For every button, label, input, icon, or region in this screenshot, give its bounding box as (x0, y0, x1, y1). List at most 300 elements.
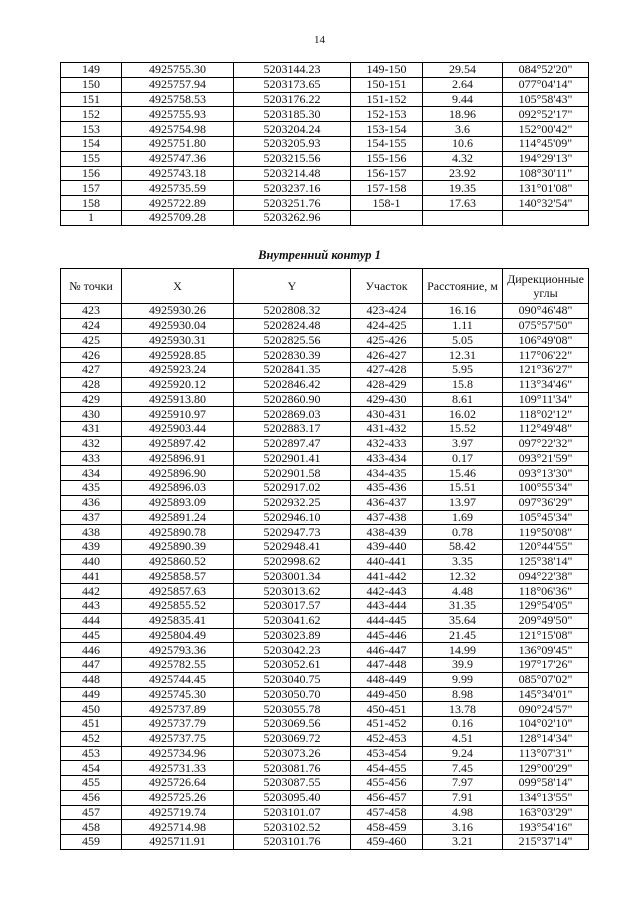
cell-point-number: 435 (61, 481, 122, 496)
cell-point-number: 431 (61, 422, 122, 437)
cell-distance: 15.46 (423, 466, 503, 481)
cell-y: 5202830.39 (234, 348, 351, 363)
cell-x: 4925835.41 (122, 613, 234, 628)
cell-x: 4925910.97 (122, 407, 234, 422)
cell-x: 4925755.93 (122, 107, 234, 122)
cell-point-number: 441 (61, 569, 122, 584)
cell-x: 4925903.44 (122, 422, 234, 437)
cell-point-number: 433 (61, 451, 122, 466)
cell-segment: 447-448 (351, 658, 423, 673)
cell-point-number: 150 (61, 77, 122, 92)
cell-point-number: 156 (61, 166, 122, 181)
cell-distance: 4.51 (423, 731, 503, 746)
cell-point-number: 448 (61, 672, 122, 687)
cell-direction-angle: 113°07'31" (503, 746, 589, 761)
cell-direction-angle: 097°22'32" (503, 436, 589, 451)
cell-distance: 9.24 (423, 746, 503, 761)
cell-direction-angle: 113°34'46" (503, 377, 589, 392)
cell-segment: 153-154 (351, 122, 423, 137)
cell-segment: 439-440 (351, 540, 423, 555)
cell-segment: 428-429 (351, 377, 423, 392)
cell-direction-angle: 077°04'14" (503, 77, 589, 92)
table-row (61, 92, 589, 107)
cell-y: 5202824.48 (234, 318, 351, 333)
cell-y: 5203087.55 (234, 776, 351, 791)
cell-segment: 458-459 (351, 820, 423, 835)
cell-segment: 155-156 (351, 151, 423, 166)
table-row (61, 776, 589, 791)
cell-point-number: 432 (61, 436, 122, 451)
inner-contour-table-body (61, 304, 589, 850)
cell-direction-angle: 075°57'50" (503, 318, 589, 333)
cell-segment: 151-152 (351, 92, 423, 107)
cell-segment: 427-428 (351, 363, 423, 378)
table-row (61, 166, 589, 181)
cell-distance: 1.69 (423, 510, 503, 525)
table-row (61, 466, 589, 481)
cell-point-number: 458 (61, 820, 122, 835)
cell-y: 5203013.62 (234, 584, 351, 599)
cell-y: 5202998.62 (234, 554, 351, 569)
cell-distance: 7.91 (423, 790, 503, 805)
cell-x: 4925930.31 (122, 333, 234, 348)
cell-segment: 450-451 (351, 702, 423, 717)
cell-x: 4925891.24 (122, 510, 234, 525)
cell-x: 4925722.89 (122, 196, 234, 211)
table-row (61, 495, 589, 510)
cell-distance: 8.61 (423, 392, 503, 407)
table-row (61, 658, 589, 673)
cell-point-number: 428 (61, 377, 122, 392)
cell-y: 5203204.24 (234, 122, 351, 137)
cell-distance: 39.9 (423, 658, 503, 673)
cell-x: 4925755.30 (122, 63, 234, 78)
cell-point-number: 452 (61, 731, 122, 746)
cell-segment: 445-446 (351, 628, 423, 643)
table-row (61, 643, 589, 658)
table-row (61, 599, 589, 614)
cell-x: 4925747.36 (122, 151, 234, 166)
cell-segment: 150-151 (351, 77, 423, 92)
cell-direction-angle: 140°32'54" (503, 196, 589, 211)
cell-direction-angle: 121°15'08" (503, 628, 589, 643)
cell-direction-angle: 112°49'48" (503, 422, 589, 437)
cell-direction-angle: 090°24'57" (503, 702, 589, 717)
cell-point-number: 153 (61, 122, 122, 137)
cell-point-number: 439 (61, 540, 122, 555)
cell-y: 5203055.78 (234, 702, 351, 717)
coordinates-table-continued (60, 62, 589, 226)
cell-distance: 3.6 (423, 122, 503, 137)
cell-y: 5203173.65 (234, 77, 351, 92)
cell-segment: 429-430 (351, 392, 423, 407)
table-row (61, 613, 589, 628)
table-row (61, 136, 589, 151)
cell-direction-angle: 119°50'08" (503, 525, 589, 540)
cell-segment: 442-443 (351, 584, 423, 599)
cell-point-number: 423 (61, 304, 122, 319)
cell-y: 5203262.96 (234, 210, 351, 225)
cell-point-number: 427 (61, 363, 122, 378)
cell-x: 4925726.64 (122, 776, 234, 791)
cell-x: 4925890.39 (122, 540, 234, 555)
cell-direction-angle: 093°13'30" (503, 466, 589, 481)
cell-distance: 3.21 (423, 835, 503, 850)
cell-x: 4925793.36 (122, 643, 234, 658)
cell-point-number: 453 (61, 746, 122, 761)
cell-distance: 0.78 (423, 525, 503, 540)
cell-direction-angle: 099°58'14" (503, 776, 589, 791)
cell-direction-angle: 129°00'29" (503, 761, 589, 776)
cell-x: 4925754.98 (122, 122, 234, 137)
cell-point-number: 152 (61, 107, 122, 122)
cell-direction-angle: 215°37'14" (503, 835, 589, 850)
page-number: 14 (314, 34, 325, 46)
cell-direction-angle: 085°07'02" (503, 672, 589, 687)
cell-x: 4925855.52 (122, 599, 234, 614)
cell-y: 5203251.76 (234, 196, 351, 211)
cell-x: 4925734.96 (122, 746, 234, 761)
cell-direction-angle: 117°06'22" (503, 348, 589, 363)
cell-y: 5202917.02 (234, 481, 351, 496)
cell-y: 5202825.56 (234, 333, 351, 348)
cell-segment: 158-1 (351, 196, 423, 211)
cell-x: 4925896.03 (122, 481, 234, 496)
cell-y: 5203017.57 (234, 599, 351, 614)
cell-segment: 152-153 (351, 107, 423, 122)
cell-segment: 448-449 (351, 672, 423, 687)
cell-segment: 440-441 (351, 554, 423, 569)
section-title: Внутренний контур 1 (258, 248, 381, 262)
table-row (61, 151, 589, 166)
cell-distance: 4.32 (423, 151, 503, 166)
cell-point-number: 438 (61, 525, 122, 540)
cell-x: 4925897.42 (122, 436, 234, 451)
table-row (61, 540, 589, 555)
cell-segment: 449-450 (351, 687, 423, 702)
cell-distance: 31.35 (423, 599, 503, 614)
cell-distance: 23.92 (423, 166, 503, 181)
cell-direction-angle: 125°38'14" (503, 554, 589, 569)
cell-y: 5202901.58 (234, 466, 351, 481)
cell-distance: 1.11 (423, 318, 503, 333)
cell-distance: 0.16 (423, 717, 503, 732)
cell-segment: 441-442 (351, 569, 423, 584)
cell-x: 4925758.53 (122, 92, 234, 107)
cell-y: 5203041.62 (234, 613, 351, 628)
cell-point-number: 444 (61, 613, 122, 628)
cell-point-number: 442 (61, 584, 122, 599)
cell-direction-angle: 090°46'48" (503, 304, 589, 319)
header-distance: Расстояние, м (423, 269, 503, 304)
cell-distance: 14.99 (423, 643, 503, 658)
cell-direction-angle: 120°44'55" (503, 540, 589, 555)
header-segment: Участок (351, 269, 423, 304)
cell-segment: 451-452 (351, 717, 423, 732)
cell-distance: 7.45 (423, 761, 503, 776)
cell-segment: 425-426 (351, 333, 423, 348)
table-row (61, 672, 589, 687)
cell-segment (351, 210, 423, 225)
cell-direction-angle: 145°34'01" (503, 687, 589, 702)
cell-segment: 154-155 (351, 136, 423, 151)
cell-x: 4925857.63 (122, 584, 234, 599)
cell-point-number: 459 (61, 835, 122, 850)
table-row (61, 628, 589, 643)
cell-direction-angle: 209°49'50" (503, 613, 589, 628)
cell-point-number: 457 (61, 805, 122, 820)
cell-distance: 4.98 (423, 805, 503, 820)
cell-y: 5203001.34 (234, 569, 351, 584)
cell-y: 5202869.03 (234, 407, 351, 422)
cell-y: 5203042.23 (234, 643, 351, 658)
cell-y: 5203050.70 (234, 687, 351, 702)
table-row (61, 451, 589, 466)
inner-contour-table (60, 268, 589, 850)
cell-x: 4925920.12 (122, 377, 234, 392)
cell-direction-angle: 097°36'29" (503, 495, 589, 510)
cell-y: 5202932.25 (234, 495, 351, 510)
cell-segment: 437-438 (351, 510, 423, 525)
cell-distance: 9.99 (423, 672, 503, 687)
cell-segment: 430-431 (351, 407, 423, 422)
cell-direction-angle: 084°52'20" (503, 63, 589, 78)
cell-x: 4925930.26 (122, 304, 234, 319)
table-row (61, 702, 589, 717)
cell-y: 5203052.61 (234, 658, 351, 673)
cell-direction-angle (503, 210, 589, 225)
cell-x: 4925719.74 (122, 805, 234, 820)
cell-point-number: 440 (61, 554, 122, 569)
cell-distance: 29.54 (423, 63, 503, 78)
cell-point-number: 429 (61, 392, 122, 407)
table-row (61, 377, 589, 392)
table-row (61, 63, 589, 78)
table-row (61, 407, 589, 422)
cell-x: 4925711.91 (122, 835, 234, 850)
table-row (61, 481, 589, 496)
cell-distance: 58.42 (423, 540, 503, 555)
cell-distance: 17.63 (423, 196, 503, 211)
table-row (61, 348, 589, 363)
cell-direction-angle: 163°03'29" (503, 805, 589, 820)
cell-segment: 156-157 (351, 166, 423, 181)
cell-distance: 13.97 (423, 495, 503, 510)
cell-point-number: 1 (61, 210, 122, 225)
table-row (61, 333, 589, 348)
cell-point-number: 456 (61, 790, 122, 805)
cell-x: 4925709.28 (122, 210, 234, 225)
cell-y: 5203069.56 (234, 717, 351, 732)
cell-point-number: 436 (61, 495, 122, 510)
cell-segment: 424-425 (351, 318, 423, 333)
cell-y: 5202946.10 (234, 510, 351, 525)
cell-point-number: 437 (61, 510, 122, 525)
cell-x: 4925737.75 (122, 731, 234, 746)
cell-point-number: 449 (61, 687, 122, 702)
cell-y: 5202897.47 (234, 436, 351, 451)
cell-x: 4925737.79 (122, 717, 234, 732)
cell-x: 4925890.78 (122, 525, 234, 540)
cell-segment: 453-454 (351, 746, 423, 761)
cell-segment: 434-435 (351, 466, 423, 481)
cell-segment: 446-447 (351, 643, 423, 658)
table-row (61, 805, 589, 820)
cell-x: 4925745.30 (122, 687, 234, 702)
cell-y: 5202948.41 (234, 540, 351, 555)
cell-point-number: 149 (61, 63, 122, 78)
cell-direction-angle: 128°14'34" (503, 731, 589, 746)
cell-direction-angle: 152°00'42" (503, 122, 589, 137)
cell-y: 5202841.35 (234, 363, 351, 378)
cell-y: 5203215.56 (234, 151, 351, 166)
cell-point-number: 446 (61, 643, 122, 658)
cell-x: 4925744.45 (122, 672, 234, 687)
cell-point-number: 430 (61, 407, 122, 422)
cell-segment: 444-445 (351, 613, 423, 628)
cell-distance: 7.97 (423, 776, 503, 791)
cell-segment: 426-427 (351, 348, 423, 363)
cell-distance: 2.64 (423, 77, 503, 92)
table-row (61, 77, 589, 92)
cell-x: 4925743.18 (122, 166, 234, 181)
cell-x: 4925858.57 (122, 569, 234, 584)
cell-segment: 436-437 (351, 495, 423, 510)
cell-distance: 12.32 (423, 569, 503, 584)
cell-distance: 19.35 (423, 181, 503, 196)
cell-distance: 16.16 (423, 304, 503, 319)
cell-segment: 438-439 (351, 525, 423, 540)
table-row (61, 210, 589, 225)
cell-direction-angle: 131°01'08" (503, 181, 589, 196)
cell-point-number: 154 (61, 136, 122, 151)
cell-segment: 459-460 (351, 835, 423, 850)
table-row (61, 181, 589, 196)
table-row (61, 584, 589, 599)
table-row (61, 731, 589, 746)
cell-direction-angle: 094°22'38" (503, 569, 589, 584)
cell-direction-angle: 106°49'08" (503, 333, 589, 348)
table-row (61, 746, 589, 761)
cell-distance (423, 210, 503, 225)
cell-y: 5203185.30 (234, 107, 351, 122)
cell-segment: 423-424 (351, 304, 423, 319)
table-row (61, 436, 589, 451)
table-row (61, 790, 589, 805)
cell-segment: 149-150 (351, 63, 423, 78)
coordinates-table-continued-body (61, 63, 589, 226)
cell-y: 5203073.26 (234, 746, 351, 761)
cell-distance: 4.48 (423, 584, 503, 599)
cell-point-number: 158 (61, 196, 122, 211)
cell-point-number: 443 (61, 599, 122, 614)
cell-distance: 3.16 (423, 820, 503, 835)
cell-direction-angle: 134°13'55" (503, 790, 589, 805)
cell-y: 5202901.41 (234, 451, 351, 466)
cell-direction-angle: 118°02'12" (503, 407, 589, 422)
cell-x: 4925725.26 (122, 790, 234, 805)
table-row (61, 525, 589, 540)
cell-direction-angle: 194°29'13" (503, 151, 589, 166)
cell-y: 5203144.23 (234, 63, 351, 78)
cell-y: 5203069.72 (234, 731, 351, 746)
cell-x: 4925735.59 (122, 181, 234, 196)
cell-segment: 443-444 (351, 599, 423, 614)
cell-y: 5203205.93 (234, 136, 351, 151)
cell-direction-angle: 118°06'36" (503, 584, 589, 599)
cell-x: 4925751.80 (122, 136, 234, 151)
cell-segment: 431-432 (351, 422, 423, 437)
cell-direction-angle: 105°58'43" (503, 92, 589, 107)
cell-point-number: 454 (61, 761, 122, 776)
cell-x: 4925930.04 (122, 318, 234, 333)
cell-y: 5203040.75 (234, 672, 351, 687)
header-direction-angle: Дирекционные углы (503, 269, 589, 304)
cell-distance: 3.97 (423, 436, 503, 451)
cell-point-number: 426 (61, 348, 122, 363)
table-row (61, 392, 589, 407)
cell-distance: 15.51 (423, 481, 503, 496)
cell-direction-angle: 092°52'17" (503, 107, 589, 122)
cell-point-number: 445 (61, 628, 122, 643)
table-row (61, 107, 589, 122)
cell-distance: 8.98 (423, 687, 503, 702)
table-row (61, 687, 589, 702)
cell-distance: 35.64 (423, 613, 503, 628)
cell-y: 5203101.07 (234, 805, 351, 820)
cell-segment: 456-457 (351, 790, 423, 805)
cell-point-number: 151 (61, 92, 122, 107)
cell-direction-angle: 136°09'45" (503, 643, 589, 658)
cell-x: 4925804.49 (122, 628, 234, 643)
cell-point-number: 447 (61, 658, 122, 673)
cell-point-number: 157 (61, 181, 122, 196)
cell-distance: 16.02 (423, 407, 503, 422)
cell-point-number: 425 (61, 333, 122, 348)
cell-distance: 18.96 (423, 107, 503, 122)
cell-direction-angle: 114°45'09" (503, 136, 589, 151)
cell-x: 4925860.52 (122, 554, 234, 569)
table-row (61, 363, 589, 378)
cell-direction-angle: 093°21'59" (503, 451, 589, 466)
cell-y: 5203023.89 (234, 628, 351, 643)
cell-x: 4925923.24 (122, 363, 234, 378)
cell-distance: 3.35 (423, 554, 503, 569)
cell-direction-angle: 108°30'11" (503, 166, 589, 181)
cell-y: 5203101.76 (234, 835, 351, 850)
table-row (61, 761, 589, 776)
cell-y: 5202860.90 (234, 392, 351, 407)
cell-distance: 12.31 (423, 348, 503, 363)
table-row (61, 304, 589, 319)
cell-y: 5202846.42 (234, 377, 351, 392)
cell-direction-angle: 104°02'10" (503, 717, 589, 732)
cell-direction-angle: 129°54'05" (503, 599, 589, 614)
cell-segment: 454-455 (351, 761, 423, 776)
cell-x: 4925737.89 (122, 702, 234, 717)
cell-distance: 21.45 (423, 628, 503, 643)
cell-segment: 435-436 (351, 481, 423, 496)
table-row (61, 820, 589, 835)
table-row (61, 422, 589, 437)
cell-y: 5203214.48 (234, 166, 351, 181)
table-row (61, 510, 589, 525)
cell-direction-angle: 105°45'34" (503, 510, 589, 525)
cell-direction-angle: 197°17'26" (503, 658, 589, 673)
cell-distance: 13.78 (423, 702, 503, 717)
cell-distance: 15.8 (423, 377, 503, 392)
cell-point-number: 434 (61, 466, 122, 481)
